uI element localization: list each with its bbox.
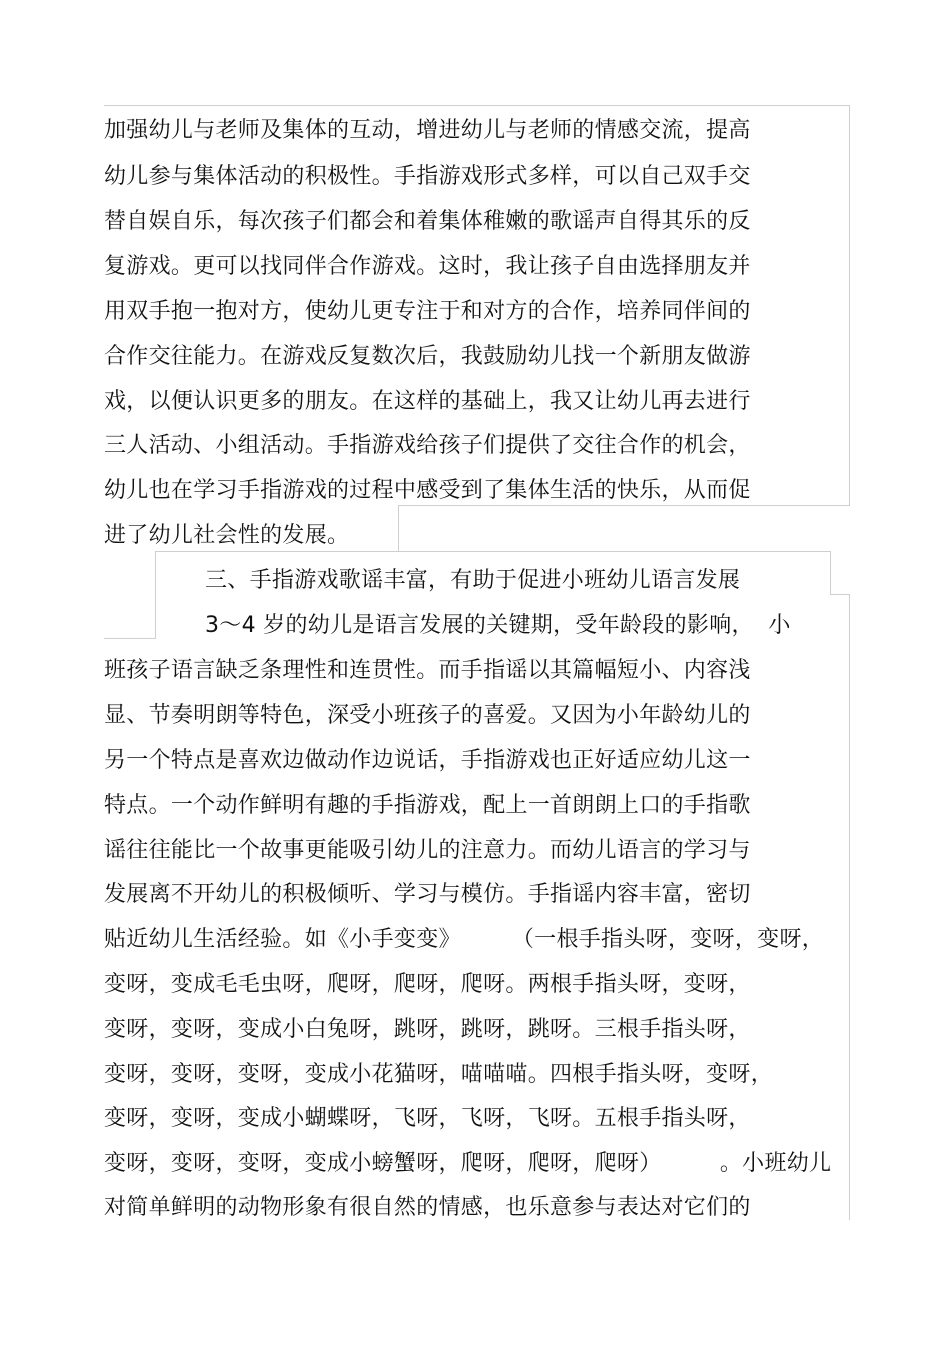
text-line: 变呀，变成毛毛虫呀，爬呀，爬呀，爬呀。两根手指头呀，变呀， — [104, 972, 751, 997]
frame-top — [104, 105, 850, 106]
text-line: 戏，以便认识更多的朋友。在这样的基础上，我又让幼儿再去进行 — [104, 389, 751, 414]
frame-inner-left — [155, 551, 156, 639]
text-line: 3～4 岁的幼儿是语言发展的关键期，受年龄段的影响， 小 — [205, 613, 791, 638]
text-line: 变呀，变呀，变成小蝴蝶呀，飞呀，飞呀，飞呀。五根手指头呀， — [104, 1106, 751, 1131]
frame-step2-right — [830, 551, 831, 594]
frame-inner-bottom — [104, 638, 156, 639]
frame-right-lower — [849, 594, 850, 1220]
frame-step2-top — [155, 551, 830, 552]
text-line: 变呀，变呀，变呀，变成小花猫呀，喵喵喵。四根手指头呀，变呀， — [104, 1062, 774, 1087]
text-line: 特点。一个动作鲜明有趣的手指游戏，配上一首朗朗上口的手指歌 — [104, 793, 751, 818]
text-line: 发展离不开幼儿的积极倾听、学习与模仿。手指谣内容丰富，密切 — [104, 882, 751, 907]
text-line: 幼儿参与集体活动的积极性。手指游戏形式多样，可以自己双手交 — [104, 164, 751, 189]
text-line: 显、节奏明朗等特色，深受小班孩子的喜爱。又因为小年龄幼儿的 — [104, 703, 751, 728]
text-line: 谣往往能比一个故事更能吸引幼儿的注意力。而幼儿语言的学习与 — [104, 838, 751, 863]
frame-right — [849, 105, 850, 505]
text-line: 变呀，变呀，变成小白兔呀，跳呀，跳呀，跳呀。三根手指头呀， — [104, 1017, 751, 1042]
text-line: 替自娱自乐，每次孩子们都会和着集体稚嫩的歌谣声自得其乐的反 — [104, 209, 751, 234]
text-line: 加强幼儿与老师及集体的互动，增进幼儿与老师的情感交流，提高 — [104, 118, 751, 143]
text-line: 班孩子语言缺乏条理性和连贯性。而手指谣以其篇幅短小、内容浅 — [104, 658, 751, 683]
text-line: 复游戏。更可以找同伴合作游戏。这时，我让孩子自由选择朋友并 — [104, 254, 751, 279]
text-line: 幼儿也在学习手指游戏的过程中感受到了集体生活的快乐，从而促 — [104, 478, 751, 503]
text-line: 用双手抱一抱对方，使幼儿更专注于和对方的合作，培养同伴间的 — [104, 299, 751, 324]
text-line: 三人活动、小组活动。手指游戏给孩子们提供了交往合作的机会， — [104, 433, 751, 458]
section-heading: 三、手指游戏歌谣丰富，有助于促进小班幼儿语言发展 — [205, 568, 741, 593]
text-line: 变呀，变呀，变呀，变成小螃蟹呀，爬呀，爬呀，爬呀） 。小班幼儿 — [104, 1151, 832, 1176]
text-line: 对简单鲜明的动物形象有很自然的情感，也乐意参与表达对它们的 — [104, 1195, 751, 1220]
text-line: 合作交往能力。在游戏反复数次后，我鼓励幼儿找一个新朋友做游 — [104, 344, 751, 369]
text-line: 贴近幼儿生活经验。如《小手变变》 （一根手指头呀，变呀，变呀， — [104, 927, 825, 952]
frame-step-left — [398, 505, 399, 551]
text-line: 另一个特点是喜欢边做动作边说话，手指游戏也正好适应幼儿这一 — [104, 748, 751, 773]
text-line: 进了幼儿社会性的发展。 — [104, 523, 350, 548]
frame-step3-top — [830, 594, 850, 595]
